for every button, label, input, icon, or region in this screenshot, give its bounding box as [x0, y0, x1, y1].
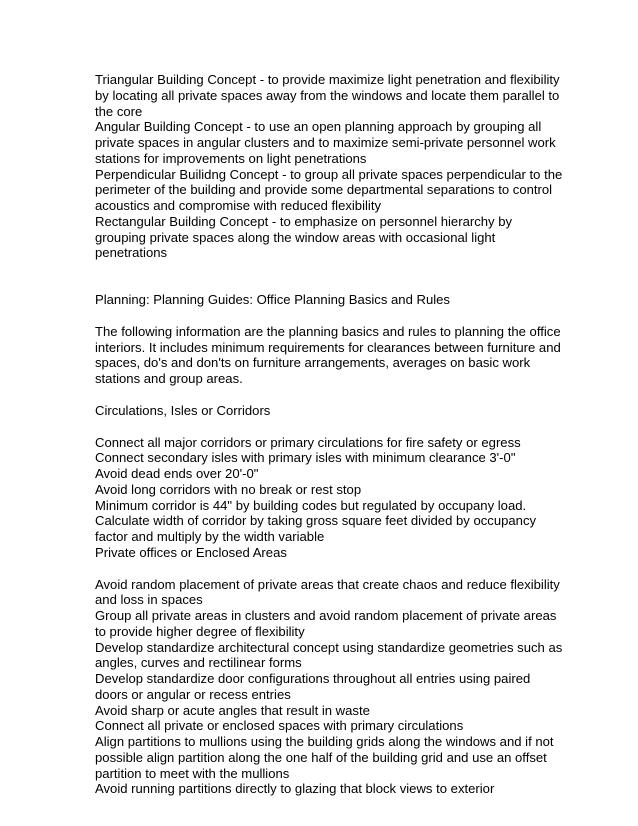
text-line: stations for improvements on light penetrations [95, 150, 367, 166]
list-item: and loss in spaces [95, 592, 203, 608]
text-line: Angular Building Concept - to use an open planning approach by grouping all [95, 119, 542, 135]
building-concepts-block [95, 72, 563, 261]
list-item: Calculate width of corridor by taking gross square feet divided by occupancy [95, 513, 537, 529]
list-item: Connect secondary isles with primary isles with minimum clearance 3'-0" [95, 450, 516, 466]
text-line: spaces, do's and don'ts on furniture arrangements, averages on basic work [95, 355, 531, 371]
list-item: Group all private areas in clusters and avoid random placement of private areas [95, 608, 557, 623]
circulations-list [95, 435, 555, 561]
list-item: Minimum corridor is 44" by building codes but regulated by occupany load. [95, 497, 527, 513]
list-item: Connect all major corridors or primary circulations for fire safety or egress [95, 434, 521, 450]
list-item: Avoid sharp or acute angles that result in waste [95, 702, 370, 718]
text-line: the core [95, 103, 143, 119]
text-line: stations and group areas. [95, 371, 243, 386]
list-item: doors or angular or recess entries [95, 686, 291, 702]
document-body [95, 72, 563, 797]
text-line: interiors. It includes minimum requirements for clearances between furniture and [95, 339, 561, 355]
list-item: to provide higher degree of flexibility [95, 623, 305, 639]
circulations-heading: Circulations, Isles or Corridors [95, 402, 271, 418]
list-item: partition to meet with the mullions [95, 765, 290, 781]
list-item: Develop standardize door configurations throughout all entries using paired [95, 671, 531, 686]
text-line: private spaces in angular clusters and to maximize semi-private personnel work [95, 135, 556, 150]
text-line: acoustics and compromise with reduced flexibility [95, 198, 382, 213]
list-item: Develop standardize architectural concept using standardize geometries such as [95, 639, 563, 655]
list-item: Avoid running partitions directly to glazing that block views to exterior [95, 781, 495, 797]
text-line: grouping private spaces along the window areas with occasional light [95, 229, 496, 245]
section-heading: Planning: Planning Guides: Office Planning Basics and Rules [95, 292, 450, 307]
list-item: Connect all private or enclosed spaces with primary circulations [95, 718, 464, 734]
text-line: The following information are the planning basics and rules to planning the office [95, 323, 561, 339]
text-line: by locating all private spaces away from the windows and locate them parallel to [95, 87, 560, 103]
list-item: possible align partition along the one half of the building grid and use an offset [95, 749, 547, 765]
private-areas-list [95, 576, 563, 798]
intro-paragraph [95, 323, 561, 387]
text-line: perimeter of the building and provide some departmental separations to control [95, 182, 553, 198]
text-line: penetrations [95, 245, 168, 261]
text-line: Triangular Building Concept - to provide maximize light penetration and flexibility [95, 72, 560, 87]
list-item: Private offices or Enclosed Areas [95, 544, 287, 560]
list-item: Avoid dead ends over 20'-0" [95, 466, 259, 481]
list-item: Avoid random placement of private areas that create chaos and reduce flexibility [95, 576, 560, 592]
list-item: Align partitions to mullions using the building grids along the windows and if not [95, 734, 554, 749]
text-line: Perpendicular Builidng Concept - to group all private spaces perpendicular to the [95, 166, 563, 182]
list-item: Avoid long corridors with no break or rest stop [95, 481, 362, 497]
list-item: factor and multiply by the width variable [95, 529, 325, 544]
text-line: Rectangular Building Concept - to emphasize on personnel hierarchy by [95, 213, 513, 229]
list-item: angles, curves and rectilinear forms [95, 655, 302, 671]
